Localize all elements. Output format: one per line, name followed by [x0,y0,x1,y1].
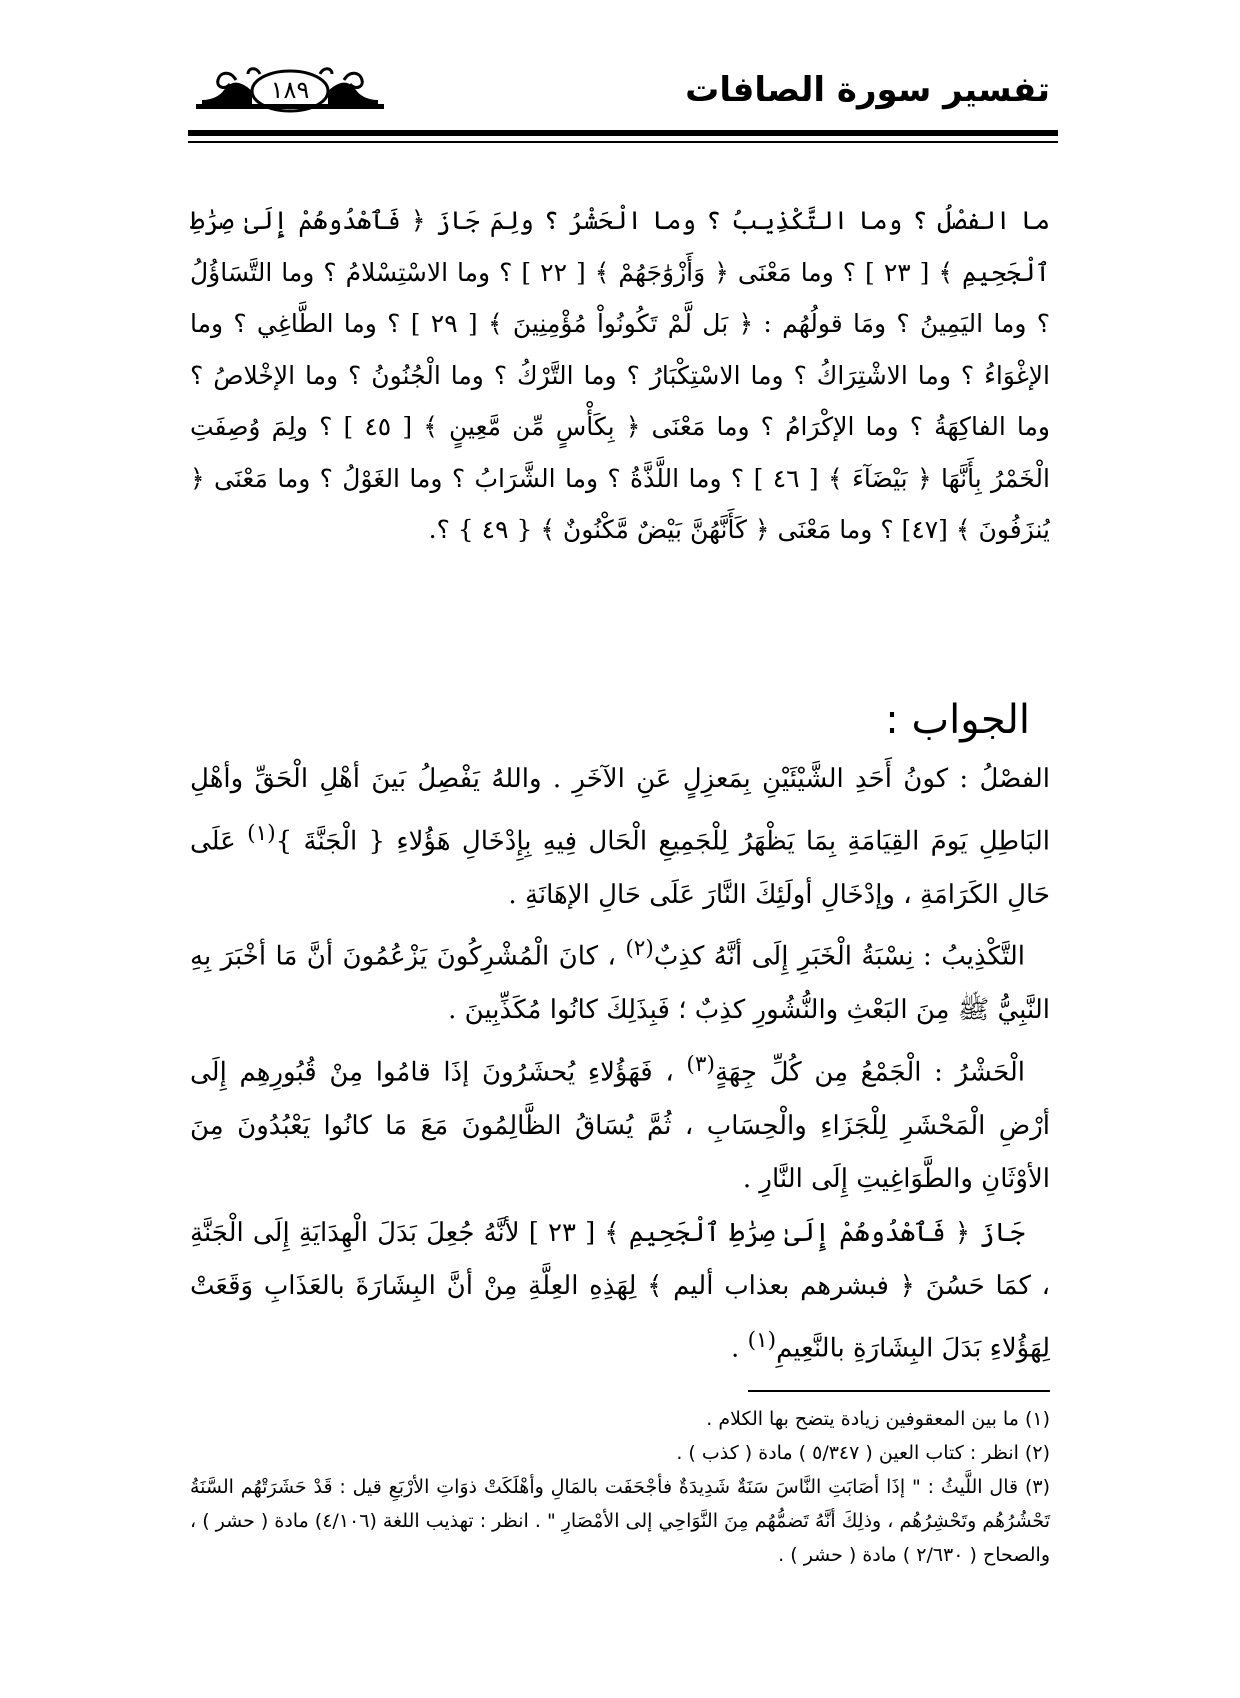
answer-hashr [190,1038,1050,1207]
footnote-separator [748,1390,1050,1392]
answer-takdhib-tail: ، كانَ الْمُشْرِكُونَ يَزْعُمُونَ أنَّ مَا أخْبَرَ بِهِ النَّبِيُّ ﷺ مِنَ البَعْثِ والنُّشُورِ كذِبٌ ؛ فَبِذَلِكَ كانُوا مُكَذِّبِينَ . [190,941,1050,1026]
answer-fasl-text: الفصْلُ : كونُ أَحَدِ الشَّيْئَيْنِ بِمَعزِلٍ عَنِ الآخَرِ . واللهُ يَفْصِلُ بَينَ أهْلِ الْحَقِّ وأهْلِ البَاطِلِ يَومَ القِيَامَةِ بِمَا يَظْهَرُ لِلْجَمِيعِ الْحَال فِيهِ بِإِدْخَالِ هَؤُلاءِ { الْجَنَّةَ } [190,764,1050,857]
footnotes [190,1402,1050,1572]
answer-fasl-tail: عَلَى حَالِ الكَرَامَةِ ، وإدْخَالِ أولَئِكَ النَّارَ عَلَى حَالِ الإهَانَةِ . [190,826,1050,910]
header-rule-thin [188,141,1058,143]
page-number: ١٨٩ [270,76,310,104]
footnote-ref-2: (٢) [625,936,654,962]
answer-heading: الجواب : [885,697,1030,743]
footnote-2: (٢) انظر : كتاب العين ( ٥/٣٤٧ ) مادة ( كذب ) . [676,1442,1050,1464]
questions-paragraph: ما الفصْلُ ؟ وما التَّكْذِيبُ ؟ وما الْحَشْرُ ؟ ولِمَ جَازَ ﴿ فَٱهْدُوهُمْ إِلَىٰ صِرَٰطِ ٱلْجَحِيمِ ﴾ [ ٢٣ ] ؟ وما مَعْنَى ﴿ وَأَزْوَٰجَهُمْ ﴾ [ ٢٢ ] ؟ وما الاسْتِسْلامُ ؟ وما التَّسَاؤُلُ ؟ وما اليَمِينُ ؟ ومَا قولُهُم : ﴿ بَل لَّمْ تَكُونُواْ مُؤْمِنِينَ ﴾ [ ٢٩ ] ؟ وما الطَّاغِي ؟ وما الإغْوَاءُ ؟ وما الاشْتِرَاكُ ؟ وما الاسْتِكْبَارُ ؟ وما التَّرْكُ ؟ وما الْجُنُونُ ؟ وما الإخْلاصُ ؟ وما الفاكِهَةُ ؟ وما الإكْرَامُ ؟ وما مَعْنَى ﴿ بِكَأْسٍ مِّن مَّعِينٍ ﴾ [ ٤٥ ] ؟ ولِمَ وُصِفَتِ الْخَمْرُ بِأَنَّهَا ﴿ بَيْضَآءَ ﴾ [ ٤٦ ] ؟ وما اللَّذَّةُ ؟ وما الشَّرَابُ ؟ وما الغَوْلُ ؟ وما مَعْنَى ﴿ يُنزَفُونَ ﴾ [٤٧] ؟ وما مَعْنَى ﴿ كَأَنَّهُنَّ بَيْضٌ مَّكْنُونٌ ﴾ { ٤٩ } ؟. [190,206,1051,544]
answer-body [190,753,1050,1376]
running-title: تفسير سورة الصافات [685,70,1050,110]
answer-jaza [190,1207,1050,1376]
footnote-1: (١) ما بين المعقوفين زيادة يتضح بها الكلام . [706,1408,1050,1430]
footnote-ref-4: (١) [747,1327,777,1353]
answer-hashr-tail: ، فَهَؤُلاءِ يُحشَرُونَ إذَا قامُوا مِنْ قُبُورِهِم إِلَى أرْضِ الْمَحْشَرِ لِلْجَزَاءِ والْحِسَابِ ، ثُمَّ يُسَاقُ الظَّالِمُونَ مَعَ مَا كانُوا يَعْبُدُونَ مِنَ الأوْثَانِ والطَّوَاغِيتِ إِلَى النَّارِ . [190,1057,1050,1195]
answer-jaza-text: جَازَ ﴿ فَٱهْدُوهُمْ إِلَىٰ صِرَٰطِ ٱلْجَحِيمِ ﴾ [ ٢٣ ] لأنَّهُ جُعِلَ بَدَلَ الْهِدَايَةِ إِلَى الْجَنَّةِ ، كمَا حَسُنَ ﴿ فبشرهم بعذاب أليم ﴾ لِهَذِهِ العِلَّةِ مِنْ أنَّ البِشَارَةَ بالعَذَابِ وَقَعَتْ لِهَؤُلاءِ بَدَلَ البِشَارَةِ بالنَّعِيمِ [190,1217,1050,1364]
answer-jaza-tail: . [731,1333,748,1364]
answer-takdhib-text: التَّكْذِيبُ : نِسْبَةُ الْخَبَرِ إِلَى أنَّهُ كذِبٌ [653,941,1025,972]
answer-fasl [190,753,1050,922]
answer-takdhib [190,922,1050,1038]
footnote-ref-1: (١) [247,820,276,846]
footnote-ref-3: (٣) [686,1051,715,1077]
footnote-3: (٣) قال اللَّيثُ : " إذَا أصَابَتِ النَّاسَ سَنَةٌ شَدِيدَةٌ فأجْحَفَت بالمَالِ وأهْلَكَتْ ذوَاتِ الأرْبَعِ قيل : قَدْ حَشَرَتْهُم السَّنَةُ تَحْشُرُهُم وتَحْشِرُهُم ، وذلِكَ أنَّهُ تَضمُّهُم مِنَ النَّوَاحِي إلى الأمْصَارِ " . انظر : تهذيب اللغة (٤/١٠٦) مادة ( حشر ) ، والصحاح ( ٢/٦٣٠ ) مادة ( حشر ) . [190,1476,1050,1566]
header-rule-thick [188,130,1058,136]
answer-hashr-text: الْحَشْرُ : الْجَمْعُ مِن كُلِّ جِهَةٍ [714,1057,1025,1088]
